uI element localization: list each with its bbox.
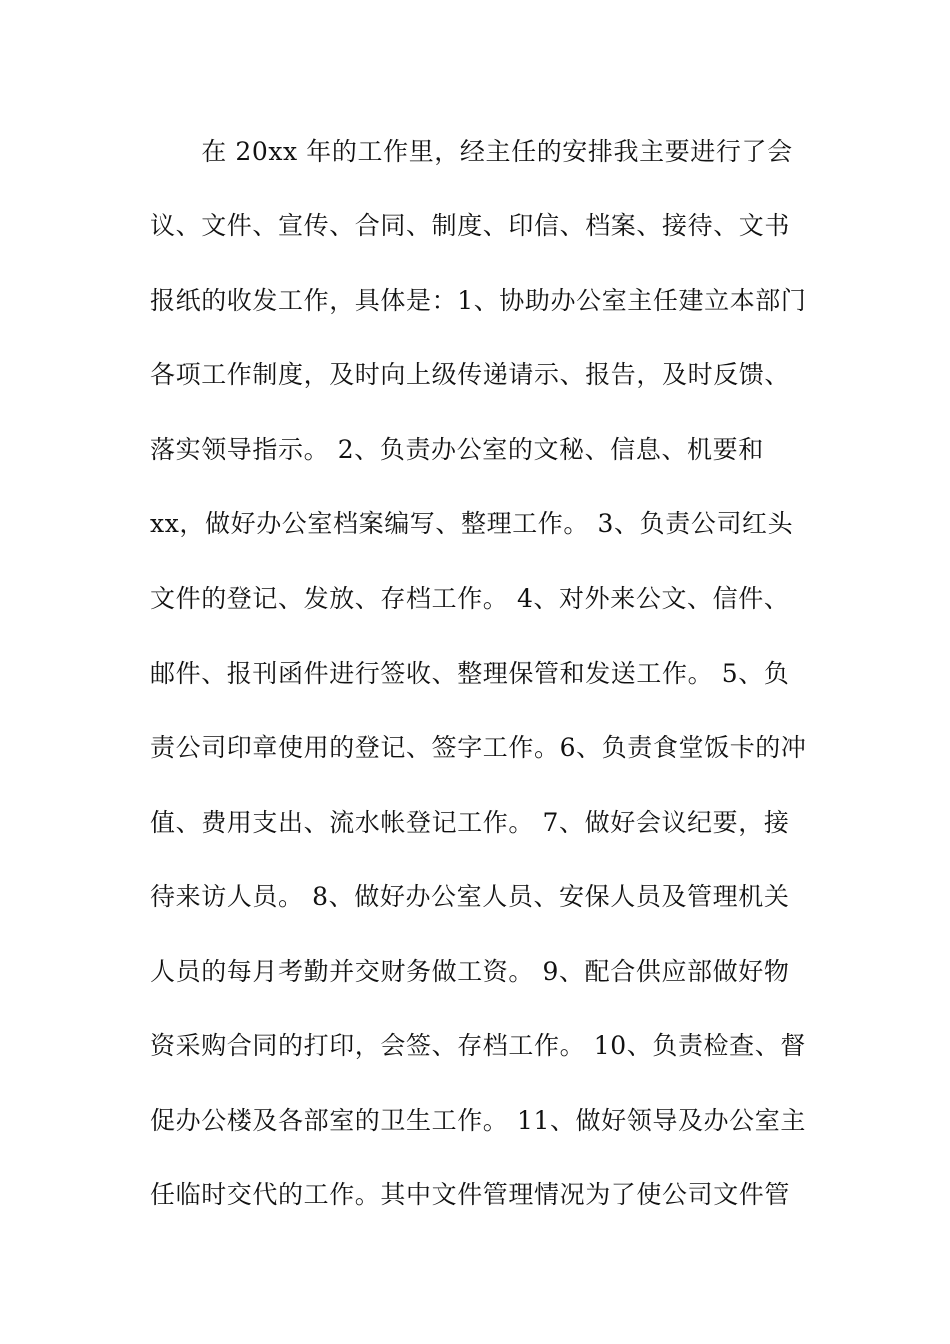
paragraph-line: 促办公楼及各部室的卫生工作。 11、做好领导及办公室主 — [150, 1106, 806, 1135]
paragraph-line: xx，做好办公室档案编写、整理工作。 3、负责公司红头 — [150, 509, 794, 538]
paragraph-line: 资采购合同的打印，会签、存档工作。 10、负责检查、督 — [150, 1031, 806, 1060]
paragraph-line: 报纸的收发工作，具体是：1、协助办公室主任建立本部门 — [150, 286, 807, 315]
paragraph-line: 任临时交代的工作。其中文件管理情况为了使公司文件管 — [150, 1180, 791, 1209]
paragraph-line: 待来访人员。 8、做好办公室人员、安保人员及管理机关 — [150, 882, 790, 911]
paragraph-line: 值、费用支出、流水帐登记工作。 7、做好会议纪要，接 — [150, 808, 790, 837]
paragraph-line: 落实领导指示。 2、负责办公室的文秘、信息、机要和 — [150, 435, 764, 464]
paragraph-line: 各项工作制度，及时向上级传递请示、报告，及时反馈、 — [150, 360, 791, 389]
paragraph-line: 文件的登记、发放、存档工作。 4、对外来公文、信件、 — [150, 584, 790, 613]
paragraph-line: 人员的每月考勤并交财务做工资。 9、配合供应部做好物 — [150, 957, 790, 986]
paragraph-line: 责公司印章使用的登记、签字工作。6、负责食堂饭卡的冲 — [150, 733, 807, 762]
paragraph-line: 邮件、报刊函件进行签收、整理保管和发送工作。 5、负 — [150, 659, 790, 688]
paragraph-line: 在 20xx 年的工作里，经主任的安排我主要进行了会 — [150, 137, 793, 166]
paragraph-line: 议、文件、宣传、合同、制度、印信、档案、接待、文书 — [150, 211, 791, 240]
